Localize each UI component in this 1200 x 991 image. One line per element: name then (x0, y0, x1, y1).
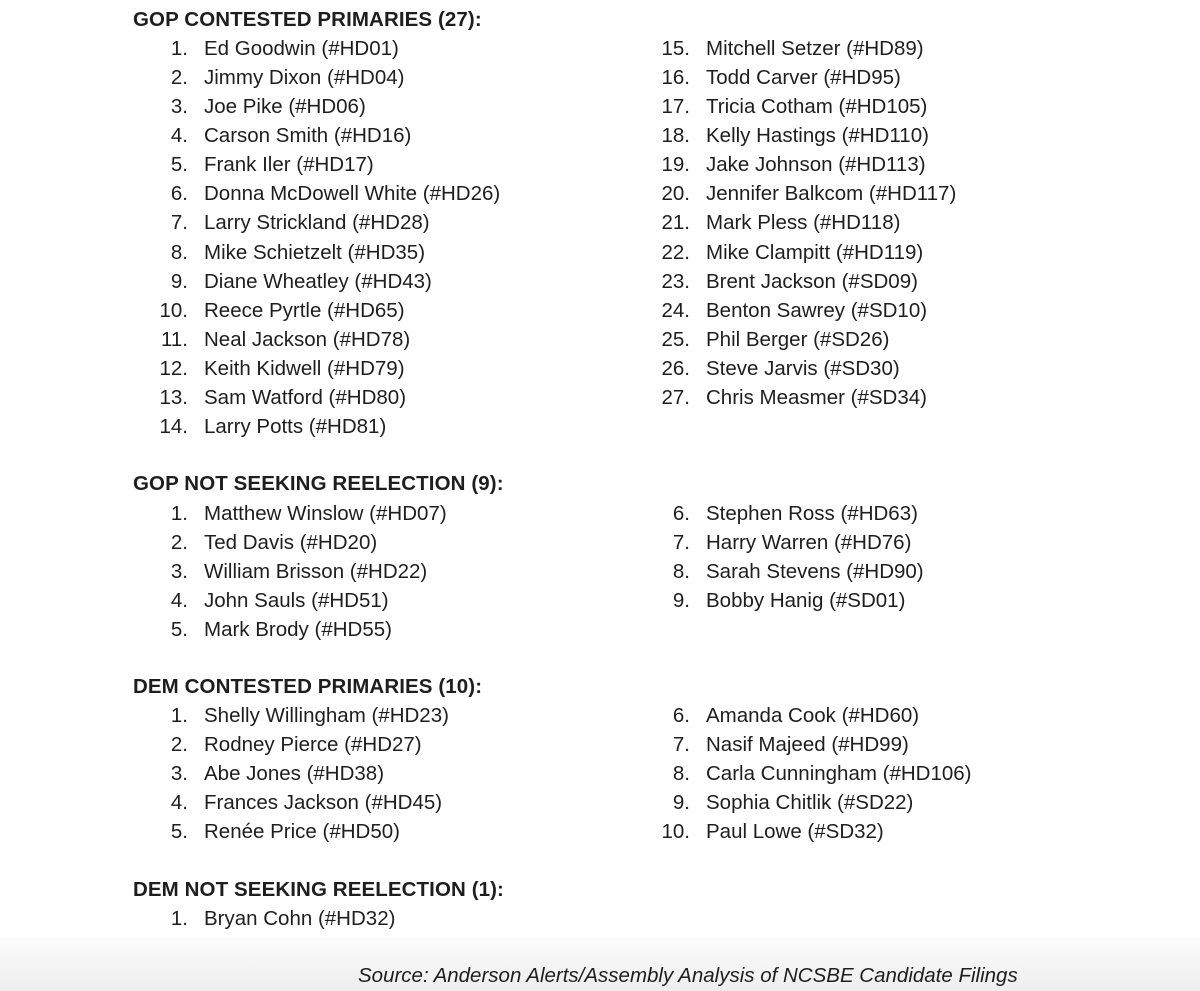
list-item-number: 17. (661, 95, 690, 119)
list-item-name: Neal Jackson (#HD78) (204, 327, 411, 351)
list-item-name: Tricia Cotham (#HD105) (706, 95, 928, 119)
list-item-name: John Sauls (#HD51) (204, 589, 389, 613)
list-item-number: 7. (672, 531, 690, 555)
list-item-name: Mitchell Setzer (#HD89) (706, 37, 924, 60)
list-item-number: 1. (170, 502, 188, 525)
list-item-name: Kelly Hastings (#HD110) (706, 124, 929, 148)
list-item-name: Mike Clampitt (#HD119) (706, 240, 924, 264)
list-item-name: Stephen Ross (#HD63) (706, 502, 918, 525)
section-heading: DEM NOT SEEKING REELECTION (1): (133, 878, 504, 901)
list-item-name: Matthew Winslow (#HD07) (204, 502, 447, 525)
list-item-name: Bryan Cohn (#HD32) (204, 907, 396, 930)
list-item-name: Mike Schietzelt (#HD35) (204, 240, 426, 264)
list-item-number: 3. (170, 762, 188, 786)
list-item-name: Sam Watford (#HD80) (204, 385, 407, 409)
list-item-name: Mark Pless (#HD118) (706, 211, 901, 235)
list-item-number: 21. (661, 211, 690, 235)
list-item-name: Abe Jones (#HD38) (204, 762, 385, 786)
list-item-number: 8. (672, 762, 690, 786)
list-item-number: 16. (661, 66, 690, 90)
section-heading: GOP NOT SEEKING REELECTION (9): (133, 472, 504, 495)
list-item-name: Frances Jackson (#HD45) (204, 791, 443, 815)
list-item-name: Benton Sawrey (#SD10) (706, 298, 928, 322)
list-item-name: Sophia Chitlik (#SD22) (706, 791, 914, 815)
list-item-number: 8. (170, 240, 188, 264)
list-item-number: 3. (170, 560, 188, 584)
list-item-number: 9. (672, 791, 690, 815)
list-item-name: Keith Kidwell (#HD79) (204, 356, 405, 380)
list-item-number: 6. (672, 502, 690, 525)
list-item-number: 1. (170, 907, 188, 930)
list-item-number: 15. (661, 37, 690, 60)
list-item-name: Shelly Willingham (#HD23) (204, 704, 449, 727)
list-item-number: 5. (170, 153, 188, 177)
list-item-name: Ted Davis (#HD20) (204, 531, 378, 555)
section-heading: GOP CONTESTED PRIMARIES (27): (133, 8, 482, 31)
list-item-number: 5. (170, 618, 188, 642)
list-item-name: Phil Berger (#SD26) (706, 327, 890, 351)
list-item-number: 6. (170, 182, 188, 206)
list-item-number: 13. (159, 385, 188, 409)
list-item-name: Larry Strickland (#HD28) (204, 211, 430, 235)
list-item-name: Todd Carver (#HD95) (706, 66, 901, 90)
list-item-number: 7. (170, 211, 188, 235)
list-item-number: 12. (159, 356, 188, 380)
list-item-number: 4. (170, 589, 188, 613)
list-item-number: 8. (672, 560, 690, 584)
list-item-number: 2. (170, 733, 188, 757)
list-item-number: 10. (661, 820, 690, 844)
list-item-name: Nasif Majeed (#HD99) (706, 733, 909, 757)
list-item-name: Mark Brody (#HD55) (204, 618, 392, 642)
list-item-number: 4. (170, 124, 188, 148)
list-item-number: 25. (661, 327, 690, 351)
list-item-name: Harry Warren (#HD76) (706, 531, 912, 555)
list-item-number: 26. (661, 356, 690, 380)
list-item-name: Reece Pyrtle (#HD65) (204, 298, 405, 322)
list-item-number: 1. (170, 704, 188, 727)
list-item-name: Ed Goodwin (#HD01) (204, 37, 399, 60)
list-item-name: Sarah Stevens (#HD90) (706, 560, 924, 584)
list-item-name: Donna McDowell White (#HD26) (204, 182, 501, 206)
list-item-name: Frank Iler (#HD17) (204, 153, 374, 177)
list-item-name: Diane Wheatley (#HD43) (204, 269, 432, 293)
source-caption: Source: Anderson Alerts/Assembly Analysis of NCSBE Candidate Filings (358, 964, 1018, 987)
list-item-number: 3. (170, 95, 188, 119)
list-item-name: Paul Lowe (#SD32) (706, 820, 884, 844)
list-item-number: 19. (661, 153, 690, 177)
list-item-number: 11. (161, 327, 188, 351)
list-item-number: 23. (661, 269, 690, 293)
list-item-name: Jennifer Balkcom (#HD117) (706, 182, 957, 206)
list-item-name: Renée Price (#HD50) (204, 820, 400, 844)
list-item-number: 22. (661, 240, 690, 264)
list-item-number: 5. (170, 820, 188, 844)
list-item-name: William Brisson (#HD22) (204, 560, 428, 584)
list-item-number: 9. (170, 269, 188, 293)
section-heading: DEM CONTESTED PRIMARIES (10): (133, 675, 483, 698)
list-item-name: Rodney Pierce (#HD27) (204, 733, 422, 757)
list-item-name: Carson Smith (#HD16) (204, 124, 412, 148)
list-item-name: Bobby Hanig (#SD01) (706, 589, 906, 613)
list-item-name: Jake Johnson (#HD113) (706, 153, 926, 177)
list-item-number: 1. (170, 37, 188, 60)
list-item-name: Jimmy Dixon (#HD04) (204, 66, 405, 90)
list-item-number: 2. (170, 531, 188, 555)
list-item-name: Brent Jackson (#SD09) (706, 269, 918, 293)
list-item-number: 27. (661, 385, 690, 409)
list-item-number: 9. (672, 589, 690, 613)
list-item-number: 7. (672, 733, 690, 757)
list-item-number: 24. (661, 298, 690, 322)
list-item-number: 2. (170, 66, 188, 90)
list-item-name: Joe Pike (#HD06) (204, 95, 366, 119)
list-item-name: Amanda Cook (#HD60) (706, 704, 920, 727)
list-item-number: 20. (661, 182, 690, 206)
list-item-number: 14. (159, 415, 188, 439)
list-item-name: Carla Cunningham (#HD106) (706, 762, 972, 786)
list-item-name: Steve Jarvis (#SD30) (706, 356, 900, 380)
list-item-name: Chris Measmer (#SD34) (706, 385, 927, 409)
list-item-number: 6. (672, 704, 690, 727)
list-item-number: 18. (661, 124, 690, 148)
list-item-number: 4. (170, 791, 188, 815)
list-item-number: 10. (159, 298, 188, 322)
list-item-name: Larry Potts (#HD81) (204, 415, 387, 439)
